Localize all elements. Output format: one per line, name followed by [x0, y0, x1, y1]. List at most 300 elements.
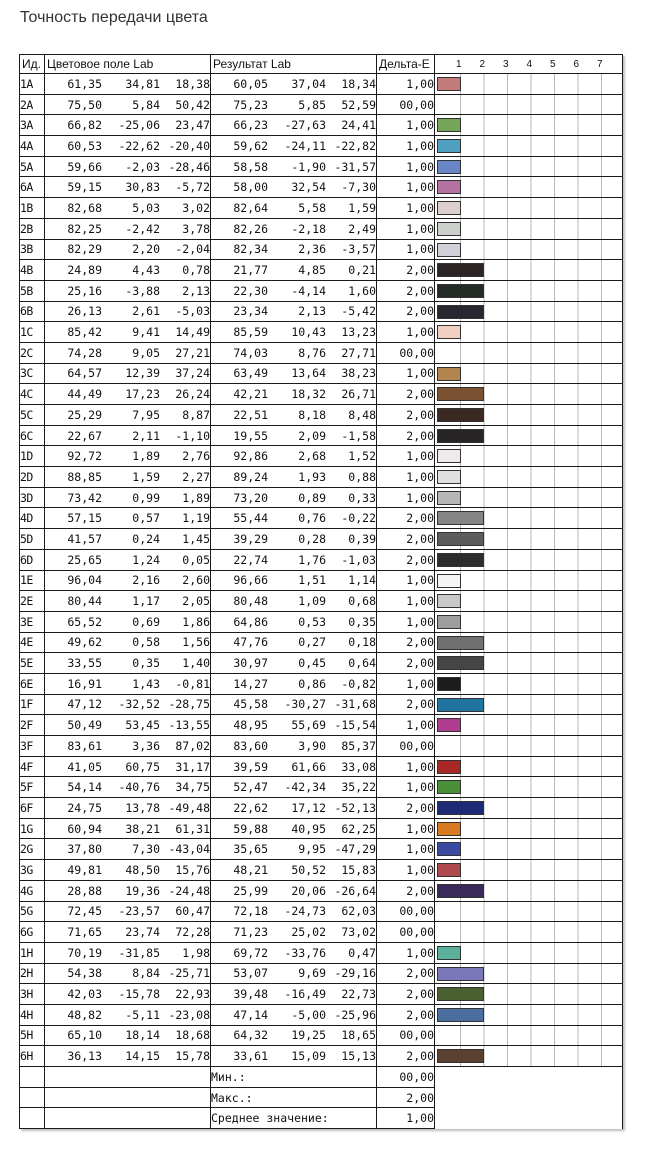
delta-e-bar-cell: [435, 508, 623, 529]
field-lab: [45, 198, 211, 219]
result-a: 2,68: [298, 449, 326, 464]
field-b: 0,78: [182, 263, 210, 278]
field-b: 26,24: [175, 387, 210, 402]
delta-e-value: 2,00: [377, 798, 435, 819]
result-lab: [211, 405, 377, 426]
delta-e-value: 1,00: [377, 156, 435, 177]
field-lab: [45, 611, 211, 632]
table-row: [20, 901, 623, 922]
delta-e-bar-cell: [435, 756, 623, 777]
result-l: 52,47: [233, 780, 268, 795]
result-b: 85,37: [341, 738, 376, 753]
result-l: 47,76: [233, 635, 268, 650]
summary-empty: [20, 1108, 45, 1129]
field-b: -49,48: [168, 800, 210, 815]
field-l: 82,68: [67, 200, 102, 215]
field-lab: [45, 694, 211, 715]
field-a: -32,52: [118, 697, 160, 712]
result-lab: [211, 653, 377, 674]
result-a: 50,52: [291, 862, 326, 877]
field-a: 0,99: [132, 490, 160, 505]
summary-value: 1,00: [377, 1108, 435, 1129]
field-lab: [45, 529, 211, 550]
table-row: [20, 218, 623, 239]
table-row: [20, 777, 623, 798]
result-l: 96,66: [233, 573, 268, 588]
result-lab: [211, 984, 377, 1005]
table-row: [20, 136, 623, 157]
scale-label: 4: [526, 58, 533, 70]
result-b: 22,73: [341, 987, 376, 1002]
table-row: [20, 1025, 623, 1046]
field-lab: [45, 901, 211, 922]
field-lab: [45, 1046, 211, 1067]
result-b: -5,42: [341, 304, 376, 319]
field-lab: [45, 632, 211, 653]
result-a: -24,73: [284, 904, 326, 919]
patch-id: 5G: [20, 901, 45, 922]
field-l: 47,12: [67, 697, 102, 712]
result-a: 40,95: [291, 821, 326, 836]
field-l: 88,85: [67, 469, 102, 484]
result-b: 24,41: [341, 118, 376, 133]
result-a: 1,09: [298, 594, 326, 609]
result-b: -1,58: [341, 428, 376, 443]
result-lab: [211, 384, 377, 405]
color-swatch-bar: [437, 718, 461, 732]
result-l: 83,60: [233, 738, 268, 753]
field-l: 92,72: [67, 449, 102, 464]
field-l: 28,88: [67, 883, 102, 898]
result-l: 58,00: [233, 180, 268, 195]
field-l: 16,91: [67, 676, 102, 691]
result-a: -27,63: [284, 118, 326, 133]
table-row: [20, 322, 623, 343]
field-a: -40,76: [118, 780, 160, 795]
result-a: 1,93: [298, 469, 326, 484]
result-lab: [211, 529, 377, 550]
color-swatch-bar: [437, 946, 461, 960]
field-a: -23,57: [118, 904, 160, 919]
delta-e-value: 00,00: [377, 94, 435, 115]
field-l: 41,05: [67, 759, 102, 774]
field-lab: [45, 673, 211, 694]
field-a: 8,84: [132, 966, 160, 981]
field-lab: [45, 384, 211, 405]
color-swatch-bar: [437, 615, 461, 629]
color-swatch-bar: [437, 429, 484, 443]
patch-id: 4H: [20, 1004, 45, 1025]
table-header-row: [20, 55, 623, 74]
field-b: 1,98: [182, 945, 210, 960]
patch-id: 2F: [20, 715, 45, 736]
result-a: 13,64: [291, 366, 326, 381]
field-lab: [45, 570, 211, 591]
field-a: -3,88: [125, 283, 160, 298]
field-lab: [45, 74, 211, 95]
result-a: 8,18: [298, 407, 326, 422]
patch-id: 2D: [20, 467, 45, 488]
patch-id: 5A: [20, 156, 45, 177]
result-b: 18,65: [341, 1028, 376, 1043]
result-a: 9,95: [298, 842, 326, 857]
delta-e-bar-cell: [435, 963, 623, 984]
result-a: 19,25: [291, 1028, 326, 1043]
field-lab: [45, 94, 211, 115]
result-a: 15,09: [291, 1049, 326, 1064]
field-a: 7,95: [132, 407, 160, 422]
color-swatch-bar: [437, 367, 461, 381]
result-b: 2,49: [348, 221, 376, 236]
result-a: 25,02: [291, 925, 326, 940]
delta-e-bar-cell: [435, 384, 623, 405]
table-row: [20, 653, 623, 674]
delta-e-value: 1,00: [377, 487, 435, 508]
scale-label: 7: [596, 58, 603, 70]
scale-label: 5: [549, 58, 556, 70]
table-row: [20, 963, 623, 984]
delta-e-bar-cell: [435, 1004, 623, 1025]
result-b: 8,48: [348, 407, 376, 422]
field-lab: [45, 115, 211, 136]
result-lab: [211, 1046, 377, 1067]
result-a: 5,58: [298, 200, 326, 215]
result-b: 62,25: [341, 821, 376, 836]
result-lab: [211, 136, 377, 157]
result-b: 1,52: [348, 449, 376, 464]
color-swatch-bar: [437, 884, 484, 898]
summary-empty: [45, 1108, 211, 1129]
field-lab: [45, 301, 211, 322]
field-b: -43,04: [168, 842, 210, 857]
result-lab: [211, 756, 377, 777]
result-b: 0,88: [348, 469, 376, 484]
field-b: 15,76: [175, 862, 210, 877]
delta-e-bar-cell: [435, 136, 623, 157]
delta-e-value: 1,00: [377, 860, 435, 881]
result-b: -0,22: [341, 511, 376, 526]
delta-e-bar-cell: [435, 880, 623, 901]
summary-empty: [435, 1067, 623, 1088]
patch-id: 2H: [20, 963, 45, 984]
delta-e-value: 2,00: [377, 632, 435, 653]
table-row: [20, 425, 623, 446]
summary-value: 00,00: [377, 1067, 435, 1088]
result-a: -2,18: [291, 221, 326, 236]
result-a: 5,85: [298, 97, 326, 112]
delta-e-bar-cell: [435, 529, 623, 550]
field-b: 2,05: [182, 594, 210, 609]
field-a: 12,39: [125, 366, 160, 381]
table-row: [20, 405, 623, 426]
result-lab: [211, 115, 377, 136]
table-row: [20, 384, 623, 405]
patch-id: 2B: [20, 218, 45, 239]
table-row: [20, 736, 623, 757]
delta-e-bar-cell: [435, 736, 623, 757]
summary-empty: [45, 1087, 211, 1108]
result-a: -16,49: [284, 987, 326, 1002]
delta-e-bar-cell: [435, 570, 623, 591]
field-a: 1,24: [132, 552, 160, 567]
delta-e-bar-cell: [435, 922, 623, 943]
result-l: 39,59: [233, 759, 268, 774]
patch-id: 5D: [20, 529, 45, 550]
field-a: 1,17: [132, 594, 160, 609]
delta-e-bar-cell: [435, 115, 623, 136]
field-b: -23,08: [168, 1007, 210, 1022]
patch-id: 1G: [20, 818, 45, 839]
header-result-lab: Результат Lab: [211, 55, 377, 74]
result-lab: [211, 342, 377, 363]
result-l: 48,21: [233, 862, 268, 877]
color-swatch-bar: [437, 780, 461, 794]
color-swatch-bar: [437, 325, 461, 339]
table-row: [20, 156, 623, 177]
delta-e-value: 1,00: [377, 591, 435, 612]
patch-id: 3G: [20, 860, 45, 881]
field-b: 2,13: [182, 283, 210, 298]
field-b: 50,42: [175, 97, 210, 112]
color-swatch-bar: [437, 594, 461, 608]
result-b: 52,59: [341, 97, 376, 112]
delta-e-bar-cell: [435, 322, 623, 343]
field-a: -22,62: [118, 138, 160, 153]
summary-empty: [435, 1108, 623, 1129]
field-b: -0,81: [175, 676, 210, 691]
patch-id: 1B: [20, 198, 45, 219]
delta-e-value: 1,00: [377, 363, 435, 384]
header-scale: [435, 55, 623, 74]
result-l: 53,07: [233, 966, 268, 981]
result-l: 64,32: [233, 1028, 268, 1043]
delta-e-bar-cell: [435, 860, 623, 881]
result-a: -1,90: [291, 159, 326, 174]
table-row: [20, 446, 623, 467]
delta-e-value: 1,00: [377, 136, 435, 157]
patch-id: 6A: [20, 177, 45, 198]
result-lab: [211, 798, 377, 819]
result-b: 0,64: [348, 656, 376, 671]
delta-e-value: 00,00: [377, 342, 435, 363]
result-b: 0,33: [348, 490, 376, 505]
field-l: 59,15: [67, 180, 102, 195]
result-l: 64,86: [233, 614, 268, 629]
delta-e-value: 00,00: [377, 922, 435, 943]
field-b: 1,45: [182, 531, 210, 546]
field-l: 25,29: [67, 407, 102, 422]
field-l: 41,57: [67, 531, 102, 546]
patch-id: 6D: [20, 549, 45, 570]
field-lab: [45, 984, 211, 1005]
header-id: Ид.: [20, 55, 45, 74]
delta-e-bar-cell: [435, 342, 623, 363]
delta-e-value: 1,00: [377, 818, 435, 839]
delta-e-bar-cell: [435, 301, 623, 322]
delta-e-bar-cell: [435, 94, 623, 115]
result-l: 22,51: [233, 407, 268, 422]
result-lab: [211, 467, 377, 488]
color-swatch-bar: [437, 967, 484, 981]
field-b: 87,02: [175, 738, 210, 753]
delta-e-bar-cell: [435, 260, 623, 281]
delta-e-bar-cell: [435, 280, 623, 301]
patch-id: 6E: [20, 673, 45, 694]
delta-e-value: 2,00: [377, 653, 435, 674]
field-l: 60,94: [67, 821, 102, 836]
result-l: 85,59: [233, 325, 268, 340]
table-row: [20, 632, 623, 653]
delta-e-bar-cell: [435, 467, 623, 488]
result-lab: [211, 570, 377, 591]
result-b: 0,47: [348, 945, 376, 960]
field-a: 5,03: [132, 200, 160, 215]
delta-e-bar-cell: [435, 632, 623, 653]
result-a: 3,90: [298, 738, 326, 753]
field-lab: [45, 425, 211, 446]
result-b: 1,14: [348, 573, 376, 588]
summary-empty: [45, 1067, 211, 1088]
field-l: 37,80: [67, 842, 102, 857]
result-a: 0,27: [298, 635, 326, 650]
scale-label: 3: [502, 58, 509, 70]
table-row: [20, 529, 623, 550]
field-lab: [45, 653, 211, 674]
result-lab: [211, 363, 377, 384]
patch-id: 1H: [20, 942, 45, 963]
delta-e-value: 2,00: [377, 694, 435, 715]
table-row: [20, 198, 623, 219]
result-l: 82,26: [233, 221, 268, 236]
header-field-lab: Цветовое поле Lab: [45, 55, 211, 74]
patch-id: 2G: [20, 839, 45, 860]
delta-e-value: 2,00: [377, 963, 435, 984]
color-swatch-bar: [437, 449, 461, 463]
result-b: -3,57: [341, 242, 376, 257]
result-l: 59,88: [233, 821, 268, 836]
result-b: 73,02: [341, 925, 376, 940]
field-b: 0,05: [182, 552, 210, 567]
field-l: 36,13: [67, 1049, 102, 1064]
field-a: 14,15: [125, 1049, 160, 1064]
field-l: 25,16: [67, 283, 102, 298]
field-a: 0,35: [132, 656, 160, 671]
field-lab: [45, 922, 211, 943]
field-b: 61,31: [175, 821, 210, 836]
delta-e-value: 00,00: [377, 901, 435, 922]
result-lab: [211, 632, 377, 653]
delta-e-value: 2,00: [377, 1004, 435, 1025]
header-delta-e: Дельта-E: [377, 55, 435, 74]
color-swatch-bar: [437, 243, 461, 257]
delta-e-value: 00,00: [377, 736, 435, 757]
patch-id: 1A: [20, 74, 45, 95]
field-lab: [45, 777, 211, 798]
field-b: 22,93: [175, 987, 210, 1002]
result-l: 21,77: [233, 263, 268, 278]
result-lab: [211, 218, 377, 239]
field-a: 1,43: [132, 676, 160, 691]
field-b: -13,55: [168, 718, 210, 733]
result-l: 42,21: [233, 387, 268, 402]
result-lab: [211, 487, 377, 508]
result-lab: [211, 74, 377, 95]
result-lab: [211, 611, 377, 632]
field-lab: [45, 467, 211, 488]
field-lab: [45, 942, 211, 963]
field-l: 71,65: [67, 925, 102, 940]
result-b: -26,64: [334, 883, 376, 898]
delta-e-value: 2,00: [377, 301, 435, 322]
result-l: 75,23: [233, 97, 268, 112]
field-b: -1,10: [175, 428, 210, 443]
field-b: 31,17: [175, 759, 210, 774]
result-a: 2,36: [298, 242, 326, 257]
table-row: [20, 756, 623, 777]
result-a: 1,51: [298, 573, 326, 588]
result-lab: [211, 839, 377, 860]
color-swatch-bar: [437, 201, 461, 215]
summary-value: 2,00: [377, 1087, 435, 1108]
result-b: 0,21: [348, 263, 376, 278]
patch-id: 1E: [20, 570, 45, 591]
color-swatch-bar: [437, 305, 484, 319]
field-lab: [45, 136, 211, 157]
field-b: 18,68: [175, 1028, 210, 1043]
delta-e-value: 1,00: [377, 570, 435, 591]
result-l: 72,18: [233, 904, 268, 919]
result-b: 18,34: [341, 76, 376, 91]
color-swatch-bar: [437, 842, 461, 856]
delta-e-value: 2,00: [377, 549, 435, 570]
page-title: Точность передачи цвета: [20, 9, 208, 26]
result-a: 0,28: [298, 531, 326, 546]
delta-e-value: 1,00: [377, 446, 435, 467]
color-swatch-bar: [437, 222, 461, 236]
field-lab: [45, 963, 211, 984]
field-lab: [45, 798, 211, 819]
delta-e-bar-cell: [435, 818, 623, 839]
result-a: 1,76: [298, 552, 326, 567]
delta-e-bar-cell: [435, 611, 623, 632]
field-lab: [45, 860, 211, 881]
result-lab: [211, 301, 377, 322]
color-swatch-bar: [437, 1008, 484, 1022]
field-a: 17,23: [125, 387, 160, 402]
result-a: 32,54: [291, 180, 326, 195]
result-b: 1,59: [348, 200, 376, 215]
color-swatch-bar: [437, 863, 461, 877]
field-b: 3,02: [182, 200, 210, 215]
result-lab: [211, 198, 377, 219]
color-swatch-bar: [437, 987, 484, 1001]
patch-id: 4B: [20, 260, 45, 281]
delta-e-bar-cell: [435, 239, 623, 260]
field-a: 2,20: [132, 242, 160, 257]
result-b: -29,16: [334, 966, 376, 981]
result-lab: [211, 446, 377, 467]
delta-e-value: 2,00: [377, 880, 435, 901]
table-row: [20, 942, 623, 963]
field-a: 53,45: [125, 718, 160, 733]
color-swatch-bar: [437, 553, 484, 567]
delta-e-value: 2,00: [377, 280, 435, 301]
result-l: 33,61: [233, 1049, 268, 1064]
table-row: [20, 301, 623, 322]
delta-e-bar-cell: [435, 425, 623, 446]
result-b: 0,35: [348, 614, 376, 629]
result-a: -30,27: [284, 697, 326, 712]
